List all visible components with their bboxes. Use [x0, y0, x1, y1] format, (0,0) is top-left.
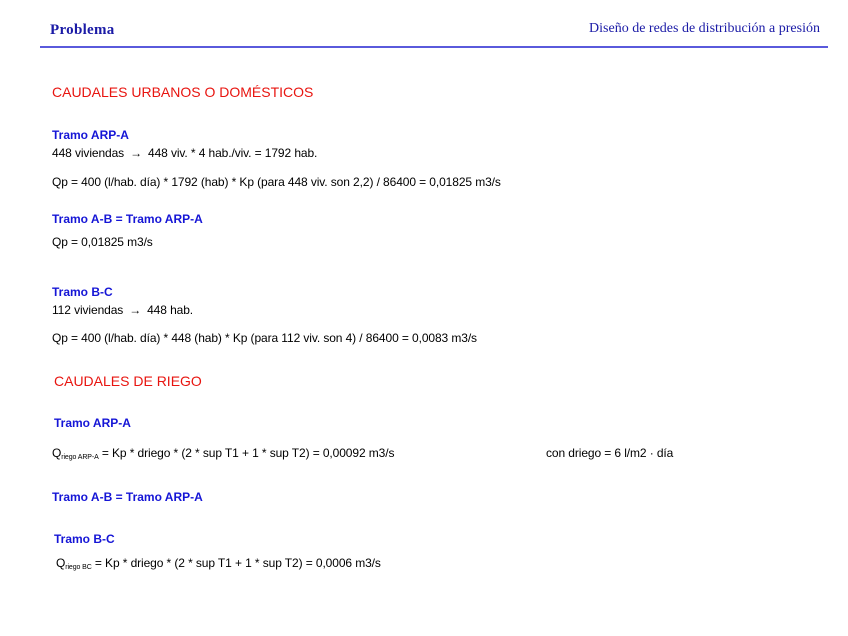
tramo-arp-a-qp: Qp = 400 (l/hab. día) * 1792 (hab) * Kp (para 448 viv. son 2,2) / 86400 = 0,01825 m3/s — [52, 175, 501, 189]
riego-formula-text: = Kp * driego * (2 * sup T1 + 1 * sup T2) = 0,0006 m3/s — [94, 556, 381, 570]
riego-arp-a-formula — [52, 446, 394, 461]
tramo-title-a-b: Tramo A-B = Tramo ARP-A — [52, 212, 203, 226]
tramo-title-b-c: Tramo B-C — [52, 285, 113, 299]
riego-driego-note: con driego = 6 l/m2 · día — [546, 446, 674, 460]
tramo-b-c-viviendas — [52, 303, 193, 317]
habitantes-calc: 448 viv. * 4 hab./viv. = 1792 hab. — [148, 146, 318, 160]
riego-tramo-title-arp-a: Tramo ARP-A — [54, 416, 131, 430]
riego-tramo-title-a-b: Tramo A-B = Tramo ARP-A — [52, 490, 203, 504]
section-heading-riego: CAUDALES DE RIEGO — [54, 373, 202, 389]
riego-q-symbol: $Q_{riego ARP-A}$ — [52, 446, 99, 461]
section-heading-urbanos: CAUDALES URBANOS O DOMÉSTICOS — [52, 84, 314, 100]
header-divider — [40, 46, 828, 48]
header-title: Problema — [50, 22, 115, 38]
header-subtitle: Diseño de redes de distribución a presión — [589, 21, 820, 36]
riego-q-symbol: $Q_{riego BC}$ — [56, 556, 92, 571]
tramo-arp-a-viviendas — [52, 146, 317, 160]
viviendas-count: 112 viviendas — [52, 303, 124, 317]
riego-tramo-title-b-c: Tramo B-C — [54, 532, 115, 546]
riego-b-c-formula — [56, 556, 381, 571]
riego-formula-text: = Kp * driego * (2 * sup T1 + 1 * sup T2) = 0,00092 m3/s — [101, 446, 395, 460]
tramo-a-b-qp: Qp = 0,01825 m3/s — [52, 235, 153, 249]
arrow-right-icon: → — [130, 146, 142, 160]
tramo-b-c-qp: Qp = 400 (l/hab. día) * 448 (hab) * Kp (para 112 viv. son 4) / 86400 = 0,0083 m3/s — [52, 331, 477, 345]
habitantes-calc: 448 hab. — [147, 303, 194, 317]
tramo-title-arp-a: Tramo ARP-A — [52, 128, 129, 142]
arrow-right-icon: → — [129, 303, 142, 317]
viviendas-count: 448 viviendas — [52, 146, 125, 160]
